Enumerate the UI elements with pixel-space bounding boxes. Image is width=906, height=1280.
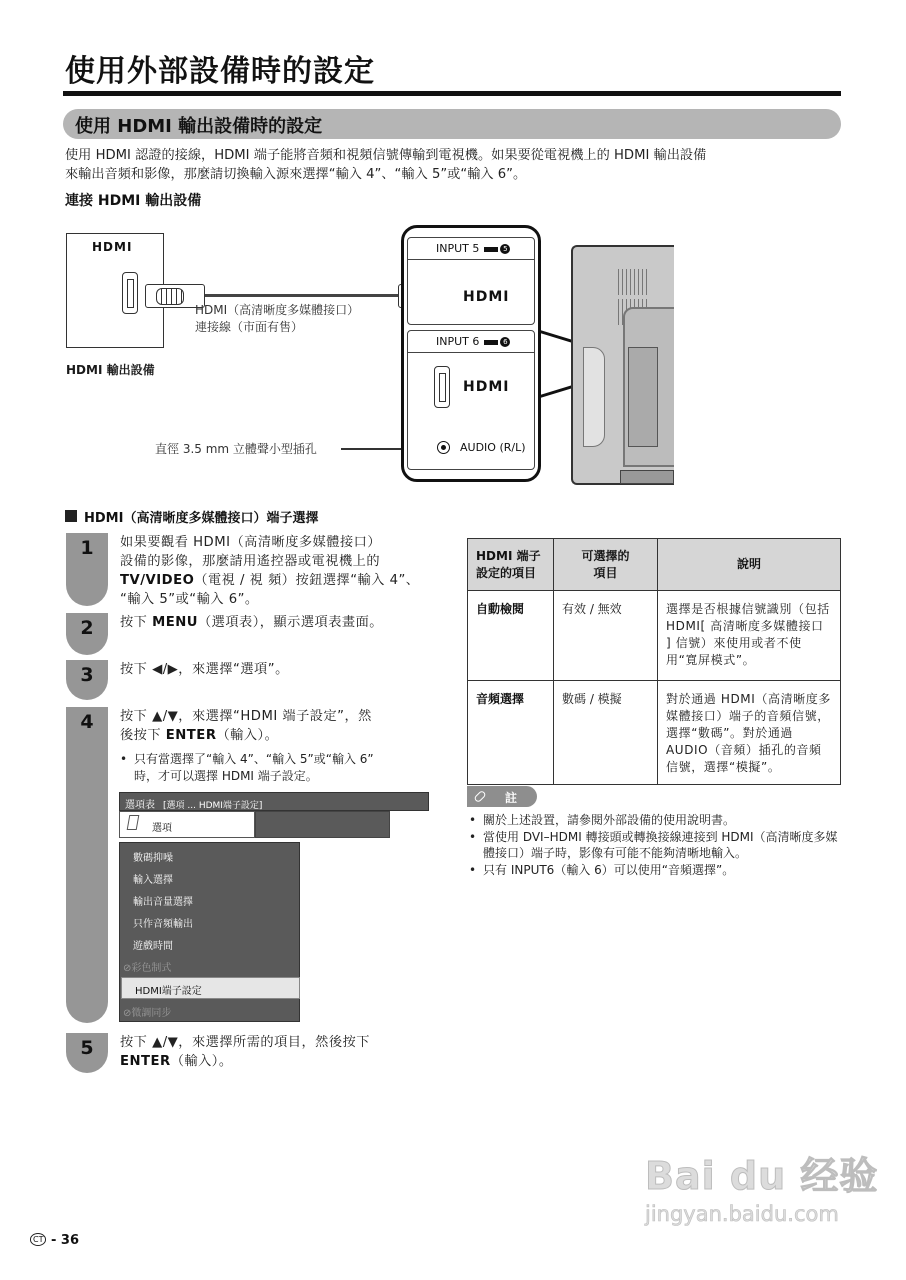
hdmi-logo: HDMI	[463, 289, 510, 305]
osd-menu-header	[119, 792, 429, 811]
device-label: HDMI 輸出設備	[66, 363, 155, 377]
step-number: 4	[80, 711, 94, 733]
osd-tab-options[interactable]: 選項	[119, 811, 255, 838]
input5-number-icon: 5	[500, 244, 510, 254]
osd-breadcrumb: [選項 ... HDMI端子設定]	[163, 801, 263, 811]
table-cell-item: 自動檢閱	[468, 591, 554, 681]
step-tab-4	[66, 707, 108, 1023]
input-bar-icon	[484, 340, 498, 345]
tv-terminal-bay	[628, 347, 658, 447]
hdmi-logo: HDMI	[92, 240, 133, 254]
input-bar-icon	[484, 247, 498, 252]
tv-stand	[620, 470, 674, 484]
osd-item-input-select[interactable]: 輸入選擇	[133, 875, 173, 886]
bullet-line: 時，才可以選擇 HDMI 端子設定。	[134, 769, 318, 783]
step-2-pre: 按下	[120, 615, 153, 630]
table-header	[468, 539, 554, 591]
step-5-line	[120, 1052, 438, 1071]
header-line: 項目	[593, 565, 618, 580]
cable-label	[195, 302, 359, 336]
step-5-text	[120, 1033, 438, 1071]
paperclip-icon	[473, 790, 486, 803]
table-header: 說明	[658, 539, 841, 591]
table-header	[554, 539, 658, 591]
audio-label: AUDIO (R/L)	[460, 441, 526, 454]
hdmi-cable	[205, 294, 400, 297]
step-4-post: （輸入）。	[216, 728, 279, 743]
cable-label-line-2: 連接線（市面有售）	[195, 320, 304, 334]
osd-item-color-system: ⊘彩色制式	[123, 963, 172, 974]
square-bullet-icon	[65, 510, 77, 522]
title-rule	[63, 91, 841, 96]
table-cell-options: 有效 / 無效	[554, 591, 658, 681]
step-4-line: 按下 ▲/▼，來選擇“HDMI 端子設定”，然	[120, 709, 372, 724]
table-row	[468, 591, 841, 681]
step-1-text	[120, 533, 438, 609]
note-item: • 只有 INPUT6（輸入 6）可以使用“音頻選擇”。	[469, 862, 849, 878]
step-3-text: 按下 ◀/▶，來選擇“選項”。	[120, 662, 289, 677]
table-cell-options: 數碼 / 模擬	[554, 681, 658, 785]
step-1-line: 設備的影像，那麼請用遙控器或電視機上的	[120, 554, 381, 569]
tv-handle	[583, 347, 605, 447]
region-code-icon: CT	[30, 1233, 46, 1246]
tv-rear-illustration	[571, 245, 674, 485]
section-heading-bar	[63, 109, 841, 139]
step-number: 1	[80, 537, 94, 559]
osd-item-audio-only[interactable]: 只作音頻輸出	[133, 919, 193, 930]
step-2-text	[120, 613, 438, 632]
table-header-row	[468, 539, 841, 591]
step-2-post: （選項表），顯示選項表畫面。	[197, 615, 383, 630]
osd-item-output-volume[interactable]: 輸出音量選擇	[133, 897, 193, 908]
osd-tab-area	[255, 811, 390, 838]
hdmi-settings-table	[467, 538, 841, 785]
menu-key: MENU	[152, 615, 198, 630]
note-item: • 當使用 DVI–HDMI 轉接頭或轉換接線連接到 HDMI（高清晰度多媒體接口）端子時，影像有可能不能夠清晰地輸入。	[469, 829, 849, 861]
step-4-pre: 後按下	[120, 728, 166, 743]
step-number: 5	[80, 1037, 94, 1059]
osd-item-fine-sync: ⊘微調同步	[123, 1008, 172, 1019]
osd-item-noise-reduction[interactable]: 數碼抑噪	[133, 853, 173, 864]
section-title: 使用 HDMI 輸出設備時的設定	[75, 116, 323, 137]
step-number: 3	[80, 664, 94, 686]
hdmi-logo: HDMI	[463, 379, 510, 395]
enter-key: ENTER	[165, 728, 217, 743]
header-line: 設定的項目	[476, 565, 537, 580]
page-number-text: - 36	[51, 1233, 80, 1248]
input5-slot	[407, 237, 535, 325]
step-tab-3	[66, 660, 108, 700]
input6-number-icon: 6	[500, 337, 510, 347]
note-label: 註	[505, 791, 518, 805]
input5-header	[408, 238, 534, 260]
step-1-line-text: （電視 / 視 頻）按鈕選擇“輸入 4”、	[194, 573, 420, 588]
step-4-bullet	[120, 751, 440, 785]
tv-video-key: TV/VIDEO	[120, 573, 195, 588]
note-item: • 關於上述設置，請參閱外部設備的使用說明書。	[469, 812, 849, 828]
step-4-line	[120, 726, 438, 745]
osd-header-title: 選項表	[125, 800, 155, 811]
intro-paragraph	[65, 146, 845, 184]
intro-line-2: 來輸出音頻和影像，那麼請切換輸入源來選擇“輸入 4”、“輸入 5”或“輸入 6”。	[65, 167, 527, 182]
table-cell-desc: 對於通過 HDMI（高清晰度多媒體接口）端子的音頻信號，選擇“數碼”。對於通過 AUDIO（音頻）插孔的音頻信號，選擇“模擬”。	[658, 681, 841, 785]
osd-item-game-time[interactable]: 遊戲時間	[133, 941, 173, 952]
table-cell-desc: 選擇是否根據信號識別（包括 HDMI[ 高清晰度多媒體接口 ] 信號）來使用或者不使用“寬屏模式”。	[658, 591, 841, 681]
hdmi-port-icon	[434, 366, 450, 408]
bullet-line: • 只有當選擇了“輸入 4”、“輸入 5”或“輸入 6”	[134, 752, 374, 766]
step-tab-2	[66, 613, 108, 655]
input6-header	[408, 331, 534, 353]
step-1-line	[120, 571, 438, 590]
selection-title: HDMI（高清晰度多媒體接口）端子選擇	[84, 511, 319, 526]
note-badge	[467, 786, 537, 807]
header-line: 可選擇的	[581, 548, 630, 563]
intro-line-1: 使用 HDMI 認證的接線，HDMI 端子能將音頻和視頻信號傳輸到電視機。如果要從電視機上的 HDMI 輸出設備	[65, 148, 707, 163]
header-line: HDMI 端子	[476, 548, 541, 563]
step-5-line: 按下 ▲/▼，來選擇所需的項目，然後按下	[120, 1035, 370, 1050]
step-5-post: （輸入）。	[170, 1054, 233, 1069]
table-row	[468, 681, 841, 785]
input5-label: INPUT 5	[436, 242, 480, 255]
jack-label: 直徑 3.5 mm 立體聲小型插孔	[155, 442, 317, 456]
step-4-text	[120, 707, 438, 745]
step-1-line: “輸入 5”或“輸入 6”。	[120, 592, 259, 607]
connect-subheading: 連接 HDMI 輸出設備	[65, 193, 202, 209]
cable-label-line-1: HDMI（高清晰度多媒體接口）	[195, 303, 360, 317]
audio-jack-icon	[437, 441, 450, 454]
hdmi-port-icon	[122, 272, 138, 314]
baidu-watermark	[645, 1145, 878, 1226]
page-number	[30, 1233, 79, 1248]
vent-icon	[618, 269, 648, 295]
watermark-logo: Bai du 经验	[645, 1154, 879, 1198]
step-1-line: 如果要觀看 HDMI（高清晰度多媒體接口）	[120, 535, 382, 550]
step-number: 2	[80, 617, 94, 639]
page-title: 使用外部設備時的設定	[65, 54, 375, 89]
osd-menu-list	[119, 842, 300, 1022]
step-tab-1	[66, 533, 108, 606]
input6-label: INPUT 6	[436, 335, 480, 348]
enter-key: ENTER	[120, 1054, 171, 1069]
watermark-url: jingyan.baidu.com	[645, 1202, 839, 1226]
osd-item-hdmi-setup[interactable]: HDMI端子設定	[121, 977, 300, 999]
table-cell-item: 音頻選擇	[468, 681, 554, 785]
step-tab-5	[66, 1033, 108, 1073]
